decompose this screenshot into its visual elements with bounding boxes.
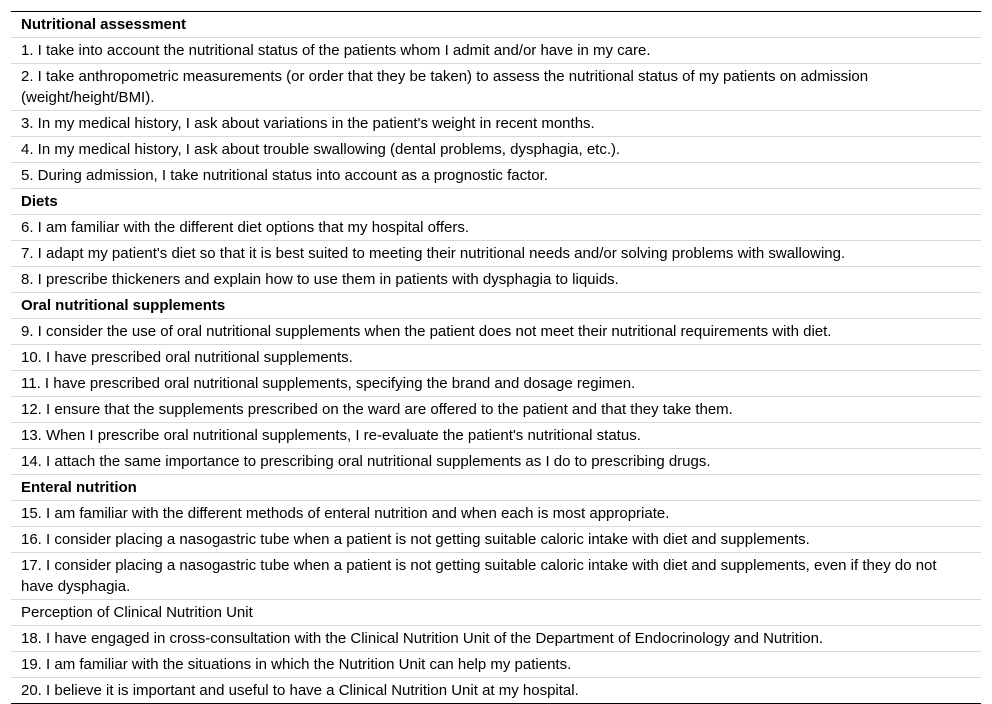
table-row: 10. I have prescribed oral nutritional supplements. [11, 345, 981, 371]
table-row: 3. In my medical history, I ask about variations in the patient's weight in recent months. [11, 111, 981, 137]
table-row: 16. I consider placing a nasogastric tube when a patient is not getting suitable caloric intake with diet and supplements. [11, 527, 981, 553]
questionnaire-table [11, 11, 981, 704]
section-header-diets: Diets [11, 189, 981, 215]
table-row: 19. I am familiar with the situations in which the Nutrition Unit can help my patients. [11, 652, 981, 678]
table-row: 17. I consider placing a nasogastric tube when a patient is not getting suitable caloric intake with diet and supplements, even if they do not have dysphagia. [11, 553, 981, 600]
table-row: 11. I have prescribed oral nutritional supplements, specifying the brand and dosage regimen. [11, 371, 981, 397]
table-row: 2. I take anthropometric measurements (or order that they be taken) to assess the nutritional status of my patients on admission (weight/height/BMI). [11, 64, 981, 111]
table-row: 13. When I prescribe oral nutritional supplements, I re-evaluate the patient's nutritional status. [11, 423, 981, 449]
table-row: 15. I am familiar with the different methods of enteral nutrition and when each is most appropriate. [11, 501, 981, 527]
table-row: 1. I take into account the nutritional status of the patients whom I admit and/or have in my care. [11, 38, 981, 64]
table-row: 9. I consider the use of oral nutritional supplements when the patient does not meet their nutritional requirements with diet. [11, 319, 981, 345]
table-row: 5. During admission, I take nutritional status into account as a prognostic factor. [11, 163, 981, 189]
table-row: 20. I believe it is important and useful to have a Clinical Nutrition Unit at my hospital. [11, 678, 981, 703]
table-row: 7. I adapt my patient's diet so that it is best suited to meeting their nutritional needs and/or solving problems with swallowing. [11, 241, 981, 267]
section-header-oral-nutritional-supplements: Oral nutritional supplements [11, 293, 981, 319]
section-header-perception-clinical-nutrition-unit: Perception of Clinical Nutrition Unit [11, 600, 981, 626]
section-header-nutritional-assessment: Nutritional assessment [11, 12, 981, 38]
table-row: 4. In my medical history, I ask about trouble swallowing (dental problems, dysphagia, etc.). [11, 137, 981, 163]
table-row: 12. I ensure that the supplements prescribed on the ward are offered to the patient and that they take them. [11, 397, 981, 423]
table-row: 18. I have engaged in cross-consultation with the Clinical Nutrition Unit of the Department of Endocrinology and Nutrition. [11, 626, 981, 652]
section-header-enteral-nutrition: Enteral nutrition [11, 475, 981, 501]
table-row: 14. I attach the same importance to prescribing oral nutritional supplements as I do to prescribing drugs. [11, 449, 981, 475]
table-row: 8. I prescribe thickeners and explain how to use them in patients with dysphagia to liquids. [11, 267, 981, 293]
table-row: 6. I am familiar with the different diet options that my hospital offers. [11, 215, 981, 241]
